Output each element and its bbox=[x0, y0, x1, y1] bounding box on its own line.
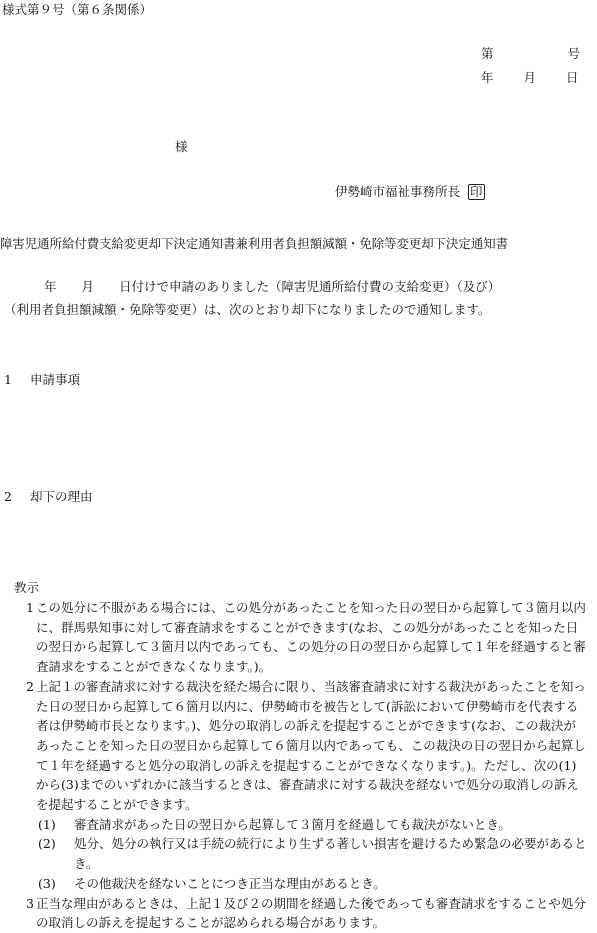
doc-number-suffix: 号 bbox=[567, 46, 581, 61]
date-day: 日 bbox=[566, 70, 579, 85]
item-text: 審査請求があった日の翌日から起算して３箇月を経過しても裁決がないとき。 bbox=[74, 816, 511, 832]
item-text: その他裁決を経ないことにつき正当な理由があるとき。 bbox=[74, 875, 386, 891]
date-line bbox=[481, 68, 579, 86]
item-number: (1) bbox=[38, 816, 56, 832]
form-label: 様式第９号（第６条関係） bbox=[2, 2, 153, 17]
instructions-list bbox=[14, 598, 588, 933]
intro-line-2: （利用者負担額減額・免除等変更）は、次のとおり却下になりましたので通知します。 bbox=[4, 302, 491, 317]
instruction-subitem bbox=[14, 834, 588, 873]
item-text: 上記１の審査請求に対する裁決を経た場合に限り、当該審査請求に対する裁決があったことを知った日の翌日から起算して６箇月以内に、伊勢崎市を被告として(訴訟において伊勢崎市を代表する者は伊勢崎市長となります。)、処分の取消しの訴えを提起することができます(なお、この裁決があったことを知った日の翌日から起算して６箇月以内であっても、この裁決の日の翌日から起算して１年を経過すると処分の取消しの訴えを提起することができなくなります。)。ただし、次の(1)から(3)までのいずれかに該当するときは、審査請求に対する裁決を経ないで処分の取消しの訴えを提起することができます。 bbox=[36, 678, 586, 813]
section-number: 2 bbox=[4, 489, 12, 504]
instruction-item bbox=[14, 598, 588, 677]
instruction-item bbox=[14, 677, 588, 815]
document-title: 障害児通所給付費支給変更却下決定通知書兼利用者負担額減額・免除等変更却下決定通知書 bbox=[0, 236, 509, 251]
date-month: 月 bbox=[523, 70, 537, 85]
addressee: 様 bbox=[175, 139, 188, 154]
item-number: (3) bbox=[38, 875, 56, 891]
issuer bbox=[335, 182, 485, 200]
document-number bbox=[481, 44, 580, 62]
item-number: 2 bbox=[26, 678, 34, 694]
item-text: この処分に不服がある場合には、この処分があったことを知った日の翌日から起算して３箇月以内に、群馬県知事に対して審査請求をすることができます(なお、この処分があったことを知った日の翌日から起算して３箇月以内であっても、この処分の日の翌日から起算して１年を経過すると審査請求をすることができなくなります。)。 bbox=[36, 600, 586, 675]
intro-line-1: 年 月 日付けで申請のありました（障害児通所給付費の支給変更）（及び） bbox=[44, 279, 501, 294]
instruction-subitem bbox=[14, 874, 588, 894]
section-number: 1 bbox=[4, 372, 12, 387]
item-number: 3 bbox=[26, 895, 34, 911]
item-text: 正当な理由があるときは、上記１及び２の期間を経過した後であっても審査請求をすることや処分の取消しの訴えを提起することが認められる場合があります。 bbox=[36, 895, 586, 931]
issuer-name: 伊勢崎市福祉事務所長 bbox=[335, 184, 461, 199]
date-year: 年 bbox=[481, 70, 494, 85]
section-label: 申請事項 bbox=[29, 372, 80, 387]
item-number: 1 bbox=[26, 600, 34, 615]
section-rejection-reason bbox=[4, 487, 92, 505]
section-label: 却下の理由 bbox=[29, 489, 93, 504]
instruction-subitem bbox=[14, 815, 588, 835]
item-number: (2) bbox=[38, 836, 56, 852]
instructions-heading: 教示 bbox=[14, 580, 40, 595]
section-application-items bbox=[4, 370, 80, 388]
instruction-item bbox=[14, 894, 588, 933]
doc-number-prefix: 第 bbox=[481, 46, 494, 61]
seal-stamp: 印 bbox=[470, 184, 483, 199]
item-text: 処分、処分の執行又は手続の続行により生ずる著しい損害を避けるため緊急の必要があるとき。 bbox=[74, 836, 587, 872]
